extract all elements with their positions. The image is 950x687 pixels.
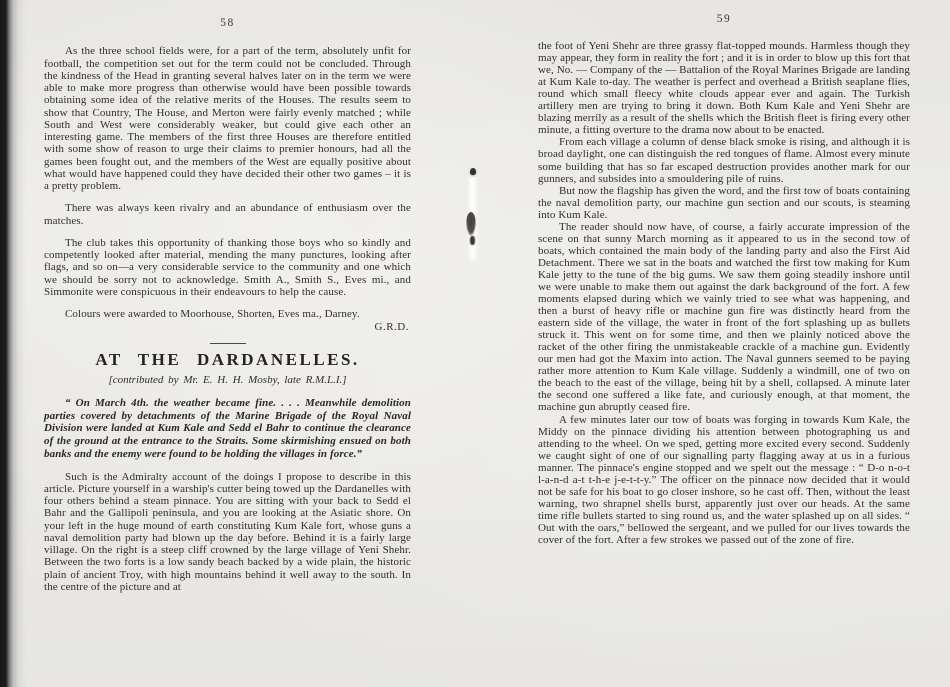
paragraph-rivalry: There was always keen rivalry and an abundance of enthusiasm over the matches. — [44, 202, 411, 227]
signature-initials: G.R.D. — [374, 321, 409, 334]
paragraph-yeni-shehr: the foot of Yeni Shehr are three grassy flat-topped mounds. Harmless though they may appear, they form in reality the fort ; and it is in order to blow up this fort that we, No. — Company of the — Battalion of the Royal Marines Brigade are landing at Kum Kale to-day. The weather is perfect and overhead a British seaplane flies, round which small fleecy white clouds appear ever and again. The Turkish artillery men are trying to bring it down. Both Kum Kale and Yeni Shehr are blazing merrily as a result of the shells which the British fleet is firing every other minute, a fitting overture to the drama now about to be enacted. — [538, 40, 910, 137]
admiralty-quote: “ On March 4th. the weather became fine. . . . Meanwhile demolition parties covered by detachments of the Marine Brigade of the Royal Naval Division were landed at Kum Kale and Sedd el Bahr to continue the clearance of the ground at the entrance to the Straits. Some skirmishing ensued on both banks and the enemy were found to be holding the villages in force.” — [44, 397, 411, 460]
page-58 — [44, 17, 411, 593]
binding-staple-top — [470, 168, 476, 175]
paragraph-black-smoke: From each village a column of dense black smoke is rising, and although it is broad daylight, one can distinguish the red tongues of flame. Almost every minute some building that has so far escaped destruction provides another mark for our gunners, and subsides into a smouldering pile of ruins. — [538, 136, 910, 185]
paragraph-colours-awarded: Colours were awarded to Moorhouse, Shorten, Eves ma., Darney. — [65, 308, 360, 320]
paragraph-flagship-word: But now the flagship has given the word, and the first tow of boats containing the naval demolition party, our machine gun section and our scouts, is steaming into Kum Kale. — [538, 184, 910, 221]
binding-staple-bottom — [466, 212, 476, 236]
paragraph-do-not-land: A few minutes later our tow of boats was forging in towards Kum Kale, the Middy on the pinnace dividing his attention between photographing us and attending to the wheel. On we sped, getting more excited every second. Suddenly we caught sight of one of our signalling party flagging away at us in a furious manner. The pinnace's engine stopped and we spelt out the message : “ D-o n-o-t l-a-n-d a-t t-h-e j-e-t-t-y.” The officer on the pinnace now decided that it would not be safe for his boat to go closer inshore, so he cast off. Then, without the least warning, two shrapnel shells burst, apparently just over our heads. At the same time rifle bullets started to sing round us, and the water splashed up on all sides. “ Out with the oars,” bellowed the sergeant, and we pulled for our lives towards the cover of the fort. After a few strokes we passed out of the zone of fire. — [538, 413, 910, 546]
article-title: AT THE DARDANELLES. — [95, 349, 360, 369]
page-number: 59 — [716, 13, 732, 25]
paragraph-first-tow: The reader should now have, of course, a fairly accurate impression of the scene on that sunny March morning as it appeared to us in the second tow of boats, which contained the main body of the landing party and also the First Aid Detachment. There we sat in the boats and watched the first tow making for Kum Kale jetty to the tune of the big gums. We saw them going steadily inshore until we were unable to make them out against the dark background of the fort. A few moments elapsed during which we vainly tried to see what was happening, and then a burst of heavy rifle or machine gun fire was distinctly heard from the eastern side of the village, the water in front of the fort splashing up as bullets struck it. This went on for some time, and then we plainly noticed above the racket of the other firing the unmistakeable crackle of a machine gun. Evidently our men had got the Maxim into action. The Naval gunners seemed to be paying rather more attention to Kum Kale village. Suddenly a windmill, one of two on the beach to the east of the village, being hit by a shell, collapsed. A minute later the second one suffered a like fate, and curiously enough, at that moment, the machine gun abruptly ceased fire. — [538, 220, 910, 414]
page-number: 58 — [220, 17, 235, 29]
article-byline: [contributed by Mr. E. H. H. Mosby, late R.M.L.I.] — [108, 373, 347, 386]
book-gutter-shadow — [0, 0, 26, 687]
paragraph-club-thanks: The club takes this opportunity of thanking those boys who so kindly and competently looked after material, mending the many punctures, looking after flags, and so on—a very considerable service to the community and one which we should be sorry not to acknowledge. Smith A., Smith S., Eves mi., and Simmonite were conspicuous in their endeavours to help the cause. — [44, 236, 411, 298]
binding-staple-bottom-mark — [470, 236, 475, 245]
paragraph-football-report: As the three school fields were, for a part of the term, absolutely unfit for football, the competition set out for the term could not be concluded. Through the kindness of the Head in granting several halves later on in the term we were able to make more progress than otherwise would have been possible towards obtaining some idea of the relative merits of the Houses. The results seem to show that Country, The House, and Merton were fairly evenly matched ; while South and West were considerably weaker, but could give each other an interesting game. The members of the first three Houses are therefore entitled with some show of reason to urge their claims to premier honours, had all the games been fought out, and the members of the West are equally positive about what would have happened could they have decided their other two games – it is a pretty problem. — [44, 45, 411, 192]
section-divider-rule — [210, 343, 246, 344]
paragraph-article-opening: Such is the Admiralty account of the doings I propose to describe in this article. Picture yourself in a warship's cutter being towed up the Dardanelles with four others behind a steam pinnace. You are sitting with your back to Sedd el Bahr and the Gallipoli peninsula, and you are looking at the Asiatic shore. On your left in the huge mound of earth constituting Kum Kale fort, whose guns a naval demolition party had blown up the day before. Behind it is a fairly large village. On the right is a steep cliff crowned by the large village of Yeni Shehr. Between the two forts is a low sandy beach backed by a wide plain, the historic plain of ancient Troy, with high mountains behind it well away to the south. In the centre of the picture and at — [44, 470, 411, 593]
page-59 — [538, 13, 910, 546]
